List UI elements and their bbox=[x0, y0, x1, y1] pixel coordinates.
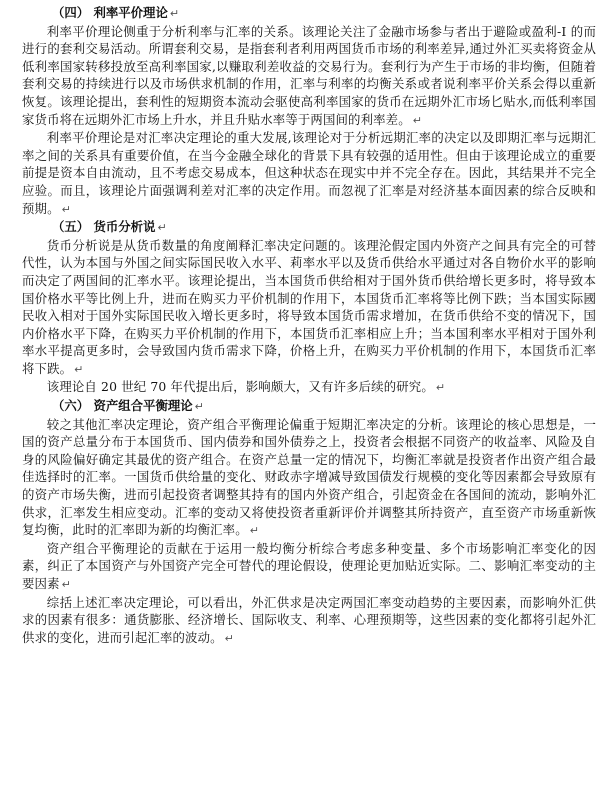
return-mark: ↵ bbox=[61, 578, 71, 591]
paragraph: 资产组合平衡理论的贡献在于运用一般均衡分析综合考虑多种变量、多个市场影响汇率变化的因素，纠正了本国资产与外国资产完全可替代的理论假设，使理论更加贴近实际。二、影响汇率变动的主要因素 ↵ bbox=[22, 540, 596, 591]
paragraph: 较之其他汇率决定理论，资产组合平衡理论偏重于短期汇率决定的分析。该理论的核心思想是，一国的资产总量分布于本国货币、国内债券和国外债券之上，投资者会根据不同资产的收益率、风险及自身的风险偏好确定其最优的资产组合。在资产总量一定的情况下，均衡汇率就是投资者作出资产组合最佳选择时的汇率。一国货币供给量的变化、财政赤字增减导致国债发行规模的变化等因素都会导致原有的资产市场失衡，进而引起投资者调整其持有的国内外资产组合，引起资金在各国间的流动，影响外汇供求，汇率发生相应变动。汇率的变动又将使投资者重新评价并调整其所持资产，直至资产市场重新恢复均衡，此时的汇率即为新的均衡汇率。 ↵ bbox=[22, 416, 596, 538]
section-heading-interest-parity: （四） 利率平价理论 ↵ bbox=[52, 5, 180, 20]
section-heading-monetary-approach: （五） 货币分析说 ↵ bbox=[52, 219, 167, 235]
return-mark: ↵ bbox=[61, 202, 71, 216]
return-mark: ↵ bbox=[169, 7, 180, 20]
return-mark: ↵ bbox=[194, 400, 204, 414]
return-mark: ↵ bbox=[157, 221, 167, 235]
return-mark: ↵ bbox=[435, 381, 446, 395]
return-mark: ↵ bbox=[249, 524, 260, 538]
paragraph: 货币分析说是从货币数量的角度阐释汇率决定问题的。该理沦假定国内外资产之间具有完全的可替代性，认为本国与外国之间实际国民收入水平、莉率水平以及货币供给水平通过对各自物价水平的影响而决定了两国间的汇率水平。该理论提出，当本国货币供给相对于国外货币供给增长更多时，将导致本国价格水平等比例上升，进而在购买力平价机制的作用下，本国货币汇率将等比例下跌；当本国实际國民收入相对于国外实际国民收入增长更多时，将导致本国货币需求增加，在货币供给不变的情况下，国内价格水平下降，在购买力平价机制的作用下，本国货币汇率相应上升；当本国利率水平相对于国外利率水平提高更多时，会导致国内货币需求下降，价格上升，在购买力平价机制的作用下，本国货币汇率将下跌。 ↵ bbox=[22, 237, 596, 376]
return-mark: ↵ bbox=[412, 113, 423, 127]
paragraph: 综括上述汇率决定理论，可以看出，外汇供求是决定两国汇率变动趋势的主要因素，而影响外汇供求的因素有很多：通货膨胀、经济增长、国际收支、利率、心理预期等，这些因素的变化都将引起外汇供求的变化，进而引起汇率的波动。 ↵ bbox=[22, 594, 596, 645]
return-mark: ↵ bbox=[224, 631, 235, 645]
paragraph: 利率平价理论是对汇率决定理论的重大发展,该理论对于分析远期汇率的决定以及即期汇率与远期汇率之间的关系具有重要价值，在当今金融全球化的背景下具有较强的适用性。但由于该理论成立的重要前提是资本自由流动，且不考虑交易成本，但这种状态在现实中并不完全存在。因此，其结果并不完全应验。而且，该理论片面强调利差对汇率的决定作用。而忽视了汇率是对经济基本面因素的综合反映和预期。 ↵ bbox=[22, 130, 596, 216]
section-heading-portfolio-balance: （六） 资产组合平衡理论 ↵ bbox=[52, 398, 204, 414]
paragraph: 该理论自 20 世纪 70 年代提出后，影响颇大，又有许多后续的研究。 ↵ bbox=[46, 379, 446, 395]
return-mark: ↵ bbox=[74, 362, 84, 376]
paragraph: 利率平价理论侧重于分析利率与汇率的关系。该理论关注了金融市场参与者出于避险或盈利-I 的而进行的套利交易活动。所谓套利交易，是指套利者利用两国货币市场的利率差异,通过外汇买卖将资金从低利率国家转移投放至高利率国家,以赚取利差收益的交易行为。套利行为产生于市场的非均衡，但随着套利交易的持续进行以及市场供求机制的作用，汇率与利率的均衡关系或者说利率平价关系会得以重新恢复。该理论提出，套利性的短期资本流动会驱使高利率国家的货币在远期外汇市场匕贴水,而低利率国家货币将在远期外汇市场上升水，并且升贴水率等于两国间的利率差。 ↵ bbox=[22, 23, 596, 127]
